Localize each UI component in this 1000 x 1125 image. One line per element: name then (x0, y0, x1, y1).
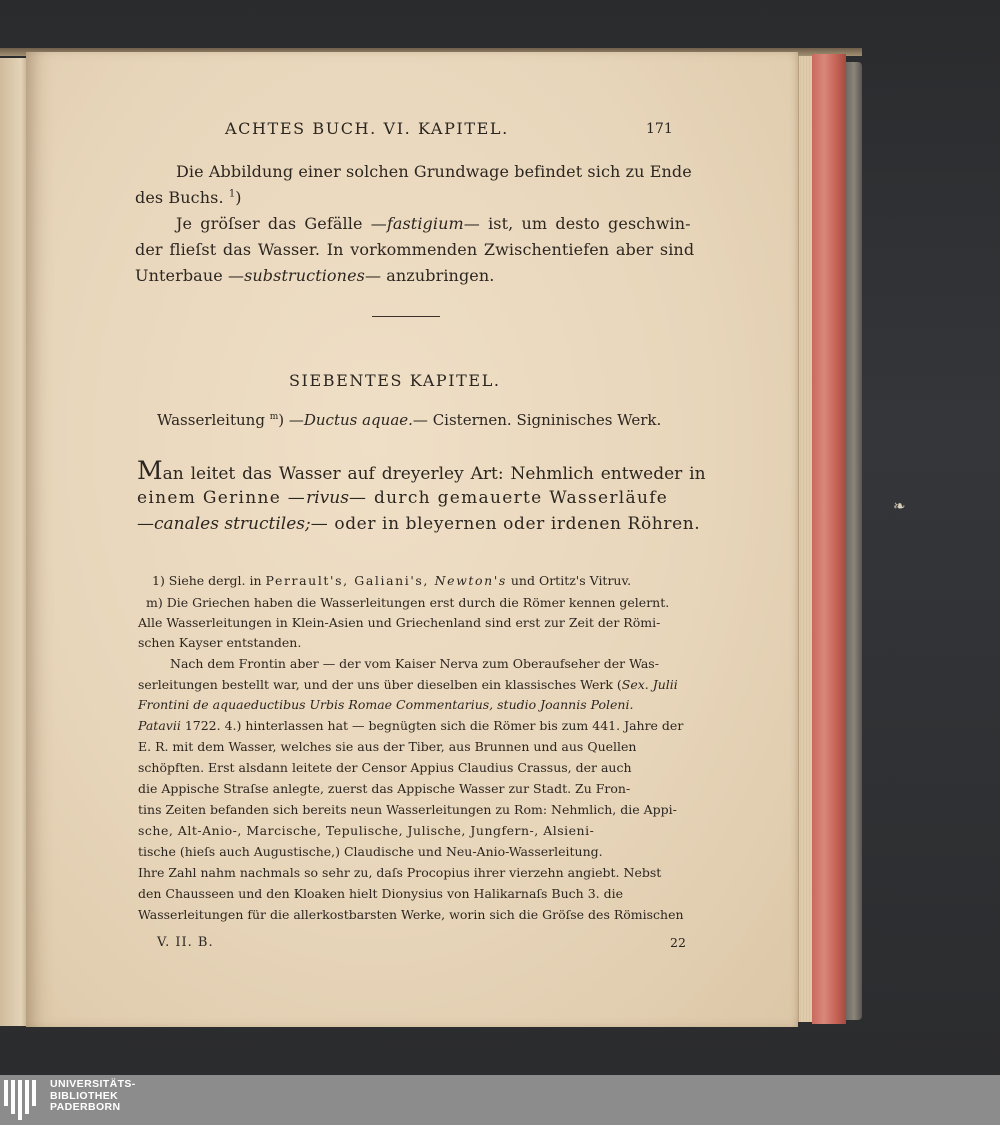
footnote-m-line: m) Die Griechen haben die Wasserleitungen erst durch die Römer kennen gelernt. (146, 595, 670, 610)
footnote-ref: 1 (228, 188, 236, 200)
footnote-m-line: serleitungen bestellt war, und der uns über dieselben ein klassisches Werk (Sex. Julii (138, 677, 678, 692)
footnote-m-line: E. R. mit dem Wasser, welches sie aus der Tiber, aus Brunnen und aus Quellen (138, 739, 637, 754)
footnote-m-line: den Chausseen und den Kloaken hielt Dionysius von Halikarnaſs Buch 3. die (138, 886, 623, 901)
footnote-m-line: Frontini de aquaeductibus Urbis Romae Commentarius, studio Joannis Poleni. (138, 697, 634, 712)
footnote-m-line: Alle Wasserleitungen in Klein-Asien und Griechenland sind erst zur Zeit der Römi- (138, 615, 661, 630)
library-logo-icon (4, 1078, 44, 1122)
page-stack-edge (798, 56, 813, 1022)
footnote-m-line: Patavii 1722. 4.) hinterlassen hat — begnügten sich die Römer bis zum 441. Jahre der (138, 718, 684, 733)
footnote-m-line: schöpften. Erst alsdann leitete der Censor Appius Claudius Crassus, der auch (138, 760, 632, 775)
running-head: ACHTES BUCH. VI. KAPITEL. (225, 119, 509, 138)
chapter-title: SIEBENTES KAPITEL. (289, 371, 501, 390)
book-cover-edge (846, 62, 862, 1020)
stray-ink-mark: ❧ (893, 497, 906, 515)
footnote-m-line: Wasserleitungen für die allerkostbarsten Werke, worin sich die Gröſse des Römischen (138, 907, 684, 922)
sheet-number: 22 (670, 935, 686, 950)
intro-line: Unterbaue —substructiones— anzubringen. (135, 266, 495, 285)
footnote-m-line: die Appische Straſse anlegte, zuerst das Appische Wasser zur Stadt. Zu Fron- (138, 781, 631, 796)
footnote-m-line: sche, Alt-Anio-, Marcische, Tepulische, Julische, Jungfern-, Alsieni- (138, 823, 595, 838)
intro-line: Je gröſser das Gefälle —fastigium— ist, um desto geschwin- (176, 214, 691, 233)
drop-cap: M (137, 456, 163, 485)
footnote-m-line: schen Kayser entstanden. (138, 635, 302, 650)
intro-line: der flieſst das Wasser. In vorkommenden Zwischentiefen aber sind (135, 240, 695, 259)
footnote-1: 1) Siehe dergl. in Perrault's, Galiani's, Newton's und Ortitz's Vitruv. (152, 573, 632, 588)
library-name: UNIVERSITÄTS- BIBLIOTHEK PADERBORN (50, 1078, 136, 1113)
footnote-m-line: tische (hieſs auch Augustische,) Claudische und Neu-Anio-Wasserleitung. (138, 844, 603, 859)
footnote-m-line: Nach dem Frontin aber — der vom Kaiser Nerva zum Oberaufseher der Was- (170, 656, 659, 671)
library-banner (0, 1075, 1000, 1125)
chapter-subtitle: Wasserleitung $^m$) —Ductus aquae.— Cisternen. Signinisches Werk. (157, 411, 662, 429)
main-text-line: einem Gerinne —rivus— durch gemauerte Wasserläufe (137, 488, 669, 508)
intro-line: Die Abbildung einer solchen Grundwage befindet sich zu Ende (176, 162, 692, 181)
main-text-line: —canales structiles;— oder in bleyernen oder irdenen Röhren. (137, 514, 701, 534)
signature-mark: V. II. B. (157, 935, 214, 950)
main-text-line: Man leitet das Wasser auf dreyerley Art: Nehmlich entweder in (137, 456, 706, 485)
red-page-edge (812, 54, 846, 1024)
footnote-m-line: Ihre Zahl nahm nachmals so sehr zu, daſs Procopius ihrer vierzehn angiebt. Nebst (138, 865, 662, 880)
section-divider (372, 316, 440, 317)
intro-line: des Buchs. $^1$) (135, 188, 242, 207)
footnote-m-line: tins Zeiten befanden sich bereits neun Wasserleitungen zu Rom: Nehmlich, die Appi- (138, 802, 677, 817)
page-number: 171 (646, 121, 673, 137)
